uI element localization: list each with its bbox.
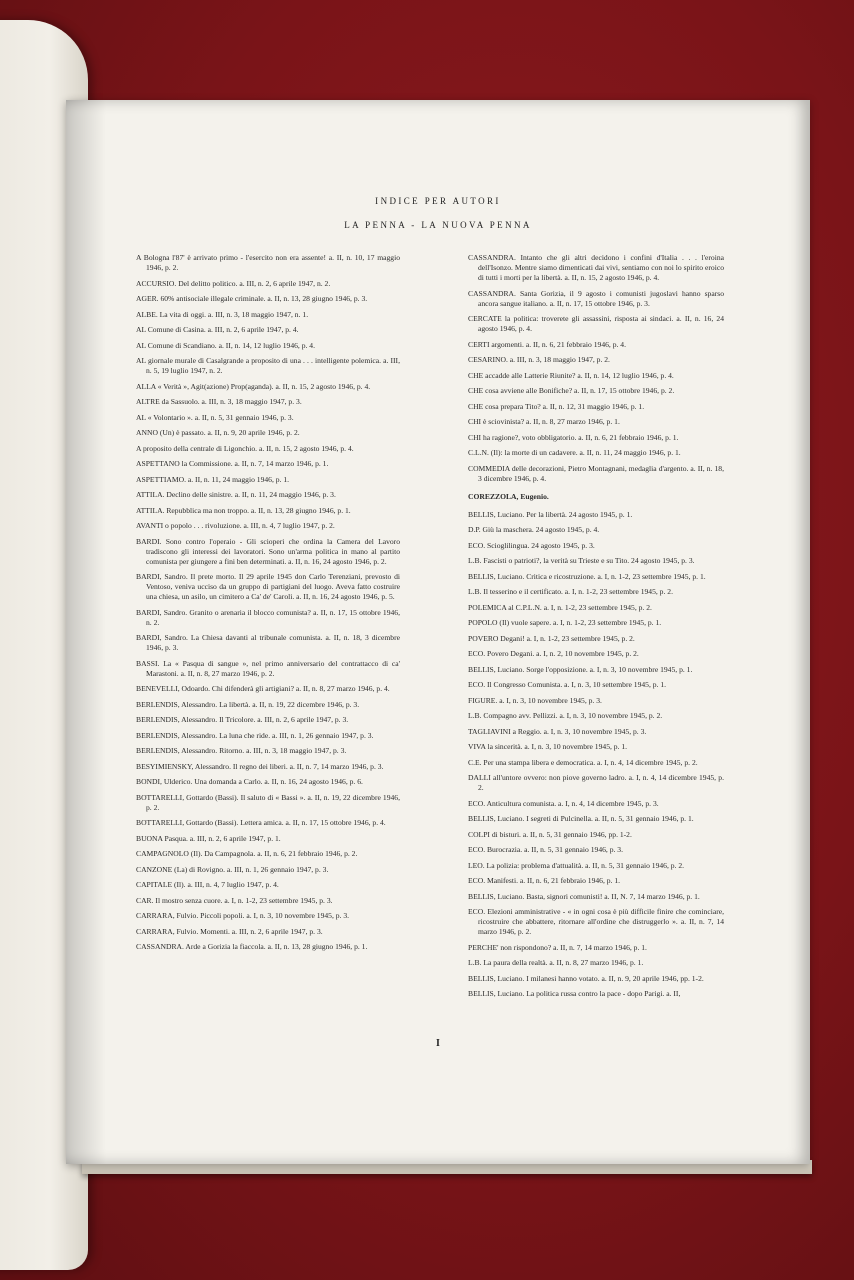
index-entry: C.L.N. (Il): la morte di un cadavere. a. II, n. 11, 24 maggio 1946, p. 1. bbox=[468, 448, 681, 457]
index-entry: CARRARA, Fulvio. Piccoli popoli. a. I, n. 3, 10 novembre 1945, p. 3. bbox=[136, 911, 350, 920]
index-entry: ATTILA. Repubblica ma non troppo. a. II, n. 13, 28 giugno 1946, p. 1. bbox=[136, 505, 351, 515]
index-entry: CASSANDRA. Arde a Gorizia la fiaccola. a. II, n. 13, 28 giugno 1946, p. 1. bbox=[136, 942, 368, 951]
index-entry: BARDI, Sandro. Il prete morto. Il 29 aprile 1945 don Carlo Terenziani, prevosto di Ventoso, veniva ucciso da un gruppo di partigiani del luogo. Aveva fatto costruire una chiesa, un asilo, un cimitero a Ca' de' Caroli. a. II, n. 16, 24 agosto 1946, p. 5. bbox=[136, 572, 400, 601]
index-entry: BELLIS, Luciano. I segreti di Pulcinella. a. II, n. 5, 31 gennaio 1946, p. 1. bbox=[468, 814, 694, 823]
index-entry: BESYIMIENSKY, Alessandro. Il regno dei liberi. a. II, n. 7, 14 marzo 1946, p. 3. bbox=[136, 761, 384, 771]
index-entry: BARDI, Sandro. Granito o arenaria il blocco comunista? a. II, n. 17, 15 ottobre 1946, n. 2. bbox=[136, 607, 400, 627]
index-entry: AL « Volontario ». a. II, n. 5, 31 gennaio 1946, p. 3. bbox=[136, 412, 294, 422]
author-heading: COREZZOLA, Eugenio. bbox=[468, 491, 549, 501]
index-page bbox=[66, 100, 810, 1164]
index-entry: CAPITALE (Il). a. III, n. 4, 7 luglio 1947, p. 4. bbox=[136, 880, 279, 889]
index-entry: ALTRE da Sassuolo. a. III, n. 3, 18 maggio 1947, p. 3. bbox=[136, 397, 302, 406]
index-entry: CHI ha ragione?, voto obbligatorio. a. II, n. 6, 21 febbraio 1946, p. 1. bbox=[468, 432, 679, 442]
index-entry: ECO. Scioglilingua. 24 agosto 1945, p. 3. bbox=[468, 540, 595, 550]
index-entry: BERLENDIS, Alessandro. La luna che ride. a. III, n. 1, 26 gennaio 1947, p. 3. bbox=[136, 730, 374, 740]
index-entry: BUONA Pasqua. a. III, n. 2, 6 aprile 1947, p. 1. bbox=[136, 833, 281, 843]
index-entry: AGER. 60% antisociale illegale criminale. a. II, n. 13, 28 giugno 1946, p. 3. bbox=[136, 294, 368, 303]
index-entry: BELLIS, Luciano. Sorge l'opposizione. a. I, n. 3, 10 novembre 1945, p. 1. bbox=[468, 664, 693, 674]
index-entry: CANZONE (La) di Rovigno. a. III, n. 1, 26 gennaio 1947, p. 3. bbox=[136, 864, 329, 874]
index-entry: ECO. Anticultura comunista. a. I, n. 4, 14 dicembre 1945, p. 3. bbox=[468, 798, 659, 808]
index-entry: A Bologna l'87' è arrivato primo - l'esercito non era assente! a. II, n. 10, 17 maggio 1946, p. 2. bbox=[136, 253, 400, 272]
index-entry: BERLENDIS, Alessandro. La libertà. a. II, n. 19, 22 dicembre 1946, p. 3. bbox=[136, 699, 360, 709]
index-entry: FIGURE. a. I, n. 3, 10 novembre 1945, p. 3. bbox=[468, 695, 602, 705]
index-entry: BENEVELLI, Odoardo. Chi difenderà gli artigiani? a. II, n. 8, 27 marzo 1946, p. 4. bbox=[136, 684, 390, 693]
index-entry: POPOLO (Il) vuole sapere. a. I, n. 1-2, 23 settembre 1945, p. 1. bbox=[468, 618, 662, 627]
index-entry: BOTTARELLI, Gottardo (Bassi). Lettera amica. a. II, n. 17, 15 ottobre 1946, p. 4. bbox=[136, 818, 386, 827]
index-entry: BELLIS, Luciano. Critica e ricostruzione. a. I, n. 1-2, 23 settembre 1945, p. 1. bbox=[468, 571, 706, 581]
index-entry: CESARINO. a. III, n. 3, 18 maggio 1947, p. 2. bbox=[468, 355, 610, 364]
index-entry: BARDI. Sono contro l'operaio - Gli scioperi che ordina la Camera del Lavoro tradiscono gli interessi dei lavoratori. Sono un'arma politica in mano al partito comunista per giungere a fini ben determinati. a. II, n. 16, 24 agosto 1946, p. 2. bbox=[136, 536, 400, 566]
index-entry: BOTTARELLI, Gottardo (Bassi). Il saluto di « Bassi ». a. II, n. 19, 22 dicembre 1946, p. 2. bbox=[136, 792, 400, 812]
index-entry: BERLENDIS, Alessandro. Ritorno. a. III, n. 3, 18 maggio 1947, p. 3. bbox=[136, 746, 347, 755]
index-entry: ALBE. La vita di oggi. a. III, n. 3, 18 maggio 1947, n. 1. bbox=[136, 309, 309, 319]
index-entry: L.B. Il tesserino e il certificato. a. I, n. 1-2, 23 settembre 1945, p. 2. bbox=[468, 587, 673, 596]
index-entry: L.B. Compagno avv. Pellizzi. a. I, n. 3, 10 novembre 1945, p. 2. bbox=[468, 711, 663, 720]
index-title: INDICE PER AUTORI bbox=[375, 196, 501, 206]
index-entry: ANNO (Un) è passato. a. II, n. 9, 20 aprile 1946, p. 2. bbox=[136, 428, 300, 437]
index-entry: ECO. Manifesti. a. II, n. 6, 21 febbraio 1946, p. 1. bbox=[468, 876, 621, 885]
index-entry: BELLIS, Luciano. La politica russa contro la pace - dopo Parigi. a. II, bbox=[468, 989, 681, 998]
index-entry: ECO. Burocrazia. a. II, n. 5, 31 gennaio 1946, p. 3. bbox=[468, 845, 624, 854]
index-entry: POVERO Degani! a. I, n. 1-2, 23 settembre 1945, p. 2. bbox=[468, 633, 635, 643]
index-entry: VIVA la sincerità. a. I, n. 3, 10 novembre 1945, p. 1. bbox=[468, 742, 628, 751]
index-entry: PERCHE' non rispondono? a. II, n. 7, 14 marzo 1946, p. 1. bbox=[468, 942, 647, 952]
right-column bbox=[468, 253, 724, 1005]
page-gutter-shadow bbox=[66, 100, 106, 1164]
index-entry: AL Comune di Casina. a. III, n. 2, 6 aprile 1947, p. 4. bbox=[136, 325, 299, 334]
page-number: I bbox=[436, 1038, 440, 1049]
index-entry: ASPETTIAMO. a. II, n. 11, 24 maggio 1946, p. 1. bbox=[136, 474, 290, 484]
index-entry: AVANTI o popolo . . . rivoluzione. a. III, n. 4, 7 luglio 1947, p. 2. bbox=[136, 521, 335, 530]
index-entry: AL giornale murale di Casalgrande a proposito di una . . . intelligente polemica. a. III, n. 5, 19 luglio 1947, n. 2. bbox=[136, 356, 400, 375]
index-entry: ACCURSIO. Del delitto politico. a. III, n. 2, 6 aprile 1947, n. 2. bbox=[136, 278, 331, 288]
index-entry: CASSANDRA. Intanto che gli altri decidono i confini d'Italia . . . l'eroina dell'Isonzo. Mentre siamo dimenticati dai vivi, sentiamo con noi lo spirito eroico di tutti i morti per la libertà. a. II, n. 15, 2 agosto 1946, p. 4. bbox=[468, 253, 724, 282]
index-entry: CARRARA, Fulvio. Momenti. a. III, n. 2, 6 aprile 1947, p. 3. bbox=[136, 926, 323, 936]
index-entry: LEO. La polizia: problema d'attualità. a. II, n. 5, 31 gennaio 1946, p. 2. bbox=[468, 860, 685, 870]
index-entry: CERCATE la politica: troverete gli assassini, risposta ai sindaci. a. II, n. 16, 24 agosto 1946, p. 4. bbox=[468, 314, 724, 333]
index-entry: L.B. La paura della realtà. a. II, n. 8, 27 marzo 1946, p. 1. bbox=[468, 958, 644, 967]
index-entry: POLEMICA al C.P.L.N. a. I, n. 1-2, 23 settembre 1945, p. 2. bbox=[468, 602, 652, 612]
index-entry: TAGLIAVINI a Reggio. a. I, n. 3, 10 novembre 1945, p. 3. bbox=[468, 726, 647, 736]
index-entry: A proposito della centrale di Ligonchio. a. II, n. 15, 2 agosto 1946, p. 4. bbox=[136, 443, 354, 453]
index-entry: ATTILA. Declino delle sinistre. a. II, n. 11, 24 maggio 1946, p. 3. bbox=[136, 490, 336, 499]
index-entry: BELLIS, Luciano. Per la libertà. 24 agosto 1945, p. 1. bbox=[468, 509, 633, 519]
index-entry: BERLENDIS, Alessandro. Il Tricolore. a. III, n. 2, 6 aprile 1947, p. 3. bbox=[136, 715, 349, 724]
index-entry: ECO. Il Congresso Comunista. a. I, n. 3, 10 settembre 1945, p. 1. bbox=[468, 680, 667, 689]
index-entry: CHI è sciovinista? a. II, n. 8, 27 marzo 1946, p. 1. bbox=[468, 417, 620, 426]
index-entry: ALLA « Verità », Agit(azione) Prop(aganda). a. II, n. 15, 2 agosto 1946, p. 4. bbox=[136, 381, 371, 391]
index-entry: BELLIS, Luciano. Basta, signori comunisti! a. II, N. 7, 14 marzo 1946, p. 1. bbox=[468, 891, 700, 901]
index-entry: D.P. Giù la maschera. 24 agosto 1945, p. 4. bbox=[468, 525, 600, 534]
index-entry: CAR. Il mostro senza cuore. a. I, n. 1-2, 23 settembre 1945, p. 3. bbox=[136, 895, 333, 905]
index-entry: AL Comune di Scandiano. a. II, n. 14, 12 luglio 1946, p. 4. bbox=[136, 340, 315, 350]
index-entry: BARDI, Sandro. La Chiesa davanti al tribunale comunista. a. II, n. 18, 3 dicembre 1946, p. 3. bbox=[136, 633, 400, 652]
index-entry: ECO. Elezioni amministrative - « in ogni cosa è più difficile finire che cominciare, ricostruire che abbattere, ritornare all'ordine che distruggerlo ». a. II, n. 7, 14 marzo 1946, p. 2. bbox=[468, 907, 724, 936]
index-entry: L.B. Fascisti o patrioti?, la verità su Trieste e su Tito. 24 agosto 1945, p. 3. bbox=[468, 556, 695, 565]
index-entry: BELLIS, Luciano. I milanesi hanno votato. a. II, n. 9, 20 aprile 1946, pp. 1-2. bbox=[468, 973, 704, 983]
index-entry: ECO. Povero Degani. a. I, n. 2, 10 novembre 1945, p. 2. bbox=[468, 649, 639, 658]
index-subtitle: LA PENNA - LA NUOVA PENNA bbox=[344, 220, 532, 230]
index-entry: DALLI all'untore ovvero: non piove governo ladro. a. I, n. 4, 14 dicembre 1945, p. 2. bbox=[468, 773, 724, 792]
index-entry: COMMEDIA delle decorazioni, Pietro Montagnani, medaglia d'argento. a. II, n. 18, 3 dicembre 1946, p. 4. bbox=[468, 463, 724, 483]
index-entry: BONDI, Ulderico. Una domanda a Carlo. a. II, n. 16, 24 agosto 1946, p. 6. bbox=[136, 777, 363, 786]
index-entry: CASSANDRA. Santa Gorizia, il 9 agosto i comunisti jugoslavi hanno sparso ancora sangue italiano. a. II, n. 17, 15 ottobre 1946, p. 3. bbox=[468, 288, 724, 308]
index-entry: CHE cosa prepara Tito? a. II, n. 12, 31 maggio 1946, p. 1. bbox=[468, 401, 645, 411]
index-entry: C.E. Per una stampa libera e democratica. a. I, n. 4, 14 dicembre 1945, p. 2. bbox=[468, 757, 698, 767]
left-column bbox=[136, 253, 400, 958]
index-entry: CHE cosa avviene alle Bonifiche? a. II, n. 17, 15 ottobre 1946, p. 2. bbox=[468, 386, 675, 395]
index-entry: COLPI di bisturi. a. II, n. 5, 31 gennaio 1946, pp. 1-2. bbox=[468, 829, 632, 839]
index-entry: CERTI argomenti. a. II, n. 6, 21 febbraio 1946, p. 4. bbox=[468, 339, 626, 349]
index-entry: CHE accadde alle Latterie Riunite? a. II, n. 14, 12 luglio 1946, p. 4. bbox=[468, 370, 674, 380]
index-entry: CAMPAGNOLO (Il). Da Campagnola. a. II, n. 6, 21 febbraio 1946, p. 2. bbox=[136, 849, 358, 858]
index-entry: ASPETTANO la Commissione. a. II, n. 7, 14 marzo 1946, p. 1. bbox=[136, 459, 329, 468]
index-entry: BASSI. La « Pasqua di sangue », nel primo anniversario del contrattacco di ca' Marastoni. a. II, n. 8, 27 marzo 1946, p. 2. bbox=[136, 658, 400, 678]
